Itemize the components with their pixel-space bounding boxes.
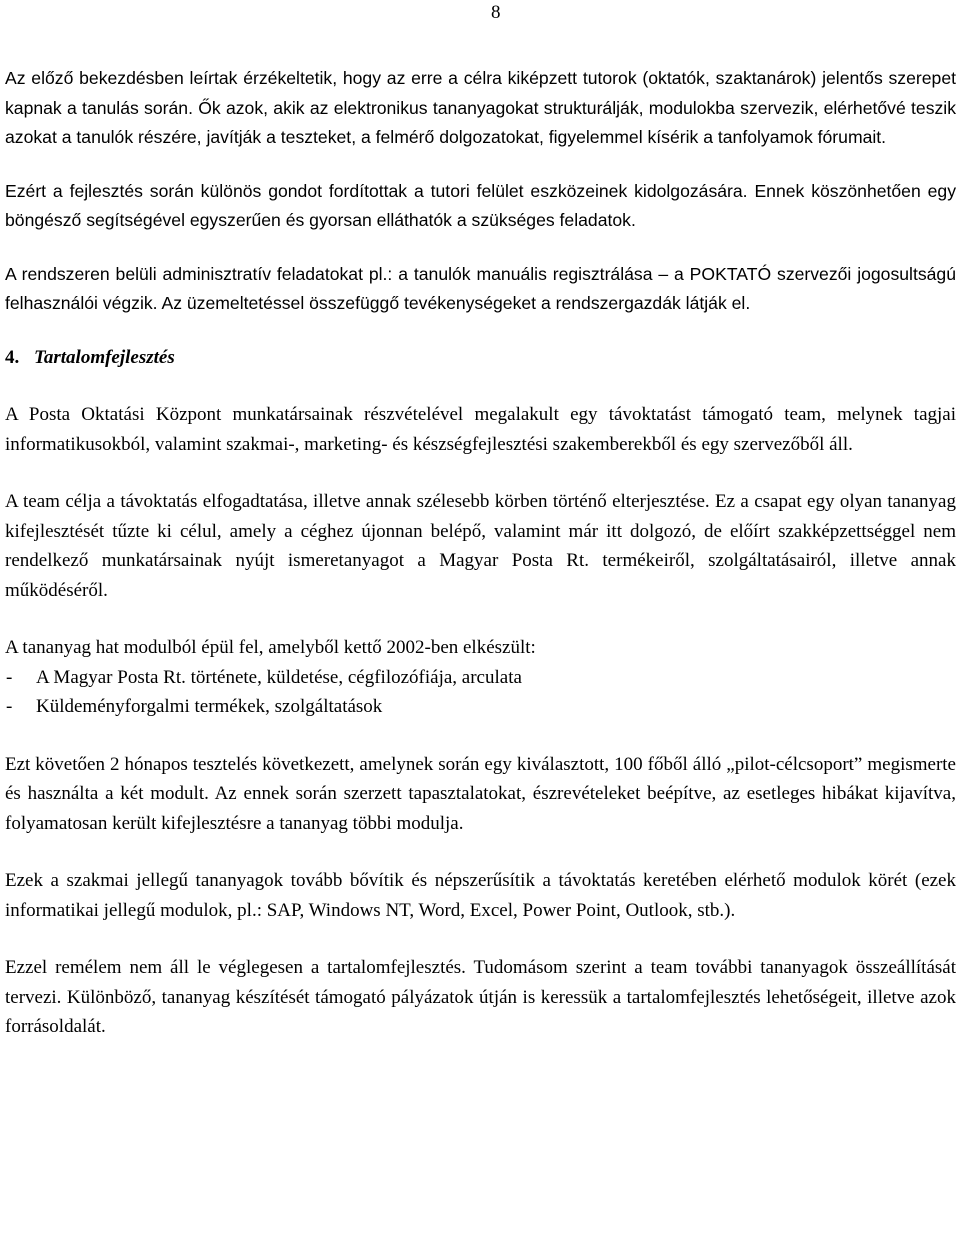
list-item: - A Magyar Posta Rt. története, küldetése, cégfilozófiája, arculata	[5, 663, 956, 693]
paragraph-tutor-roles: Az előző bekezdésben leírtak érzékeltetik, hogy az erre a célra kiképzett tutorok (oktatók, szaktanárok) jelentős szerepet kapnak a tanulás során. Ők azok, akik az elektronikus tananyagokat strukturálják, modulokba szervezik, elérhetővé teszik azokat a tanulók részére, javítják a teszteket, a felmérő dolgozatokat, figyelemmel kísérik a tanfolyamok fórumait.	[5, 68, 956, 147]
list-item: - Küldeményforgalmi termékek, szolgáltatások	[5, 692, 956, 722]
section-heading	[5, 343, 956, 373]
paragraph-team-formation: A Posta Oktatási Központ munkatársainak részvételével megalakult egy távoktatást támogató team, melynek tagjai informatikusokból, valamint szakmai-, marketing- és készségfejlesztési szakemberekből és egy szervezőből áll.	[5, 404, 956, 455]
paragraph-outlook: Ezzel remélem nem áll le véglegesen a tartalomfejlesztés. Tudomásom szerint a team további tananyagok összeállítását tervezi. Különböző, tananyag készítését támogató pályázatok útján is keressük a tartalomfejlesztés lehetőségeit, illetve azok forrásoldalát.	[5, 957, 956, 1037]
paragraph-administration: A rendszeren belüli adminisztratív feladatokat pl.: a tanulók manuális regisztrálása – a POKTATÓ szervezői jogosultságú felhasználói végzik. Az üzemeltetéssel összefüggő tevékenységeket a rendszergazdák látják el.	[5, 263, 956, 313]
paragraph-testing: Ezt követően 2 hónapos tesztelés következett, amelynek során egy kiválasztott, 100 főből álló „pilot-célcsoport” megismerte és használta a két modult. Az ennek során szerzett tapasztalatokat, észrevételeket beépítve, az esetleges hibákat kijavítva, folyamatosan került kifejlesztésre a tananyag többi modulja.	[5, 753, 956, 834]
document-body	[5, 64, 956, 1042]
module-list	[5, 663, 956, 722]
paragraph-modules-intro: A tananyag hat modulból épül fel, amelyből kettő 2002-ben elkészült:	[5, 637, 536, 658]
page-number: 8	[491, 2, 501, 23]
section-title: Tartalomfejlesztés	[34, 346, 175, 368]
section-number: 4.	[5, 346, 20, 368]
paragraph-tutor-interface: Ezért a fejlesztés során különös gondot fordítottak a tutori felület eszközeinek kidolgozására. Ennek köszönhetően egy böngésző segítségével egyszerűen és gyorsan elláthatók a szükséges feladatok.	[5, 180, 956, 230]
paragraph-expansion: Ezek a szakmai jellegű tananyagok tovább bővítik és népszerűsítik a távoktatás keretében elérhető modulok körét (ezek informatikai jellegű modulok, pl.: SAP, Windows NT, Word, Excel, Power Point, Outlook, stb.).	[5, 870, 956, 921]
paragraph-team-goal: A team célja a távoktatás elfogadtatása, illetve annak szélesebb körben történő elterjesztése. Ez a csapat egy olyan tananyag kifejlesztését tűzte ki célul, amely a céghez újonnan belépő, valamint már itt dolgozó, de előírt szakképzettséggel nem rendelkező munkatársainak nyújt ismeretanyagot a Magyar Posta Rt. termékeiről, szolgáltatásairól, illetve annak működéséről.	[5, 491, 956, 601]
